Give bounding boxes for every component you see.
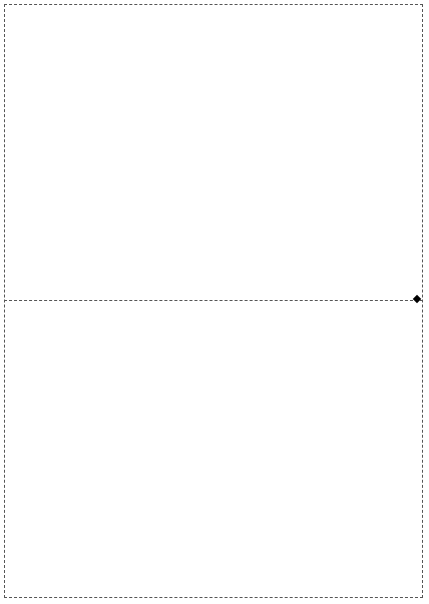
cut-line [4,300,423,301]
bottom-sheet [0,302,429,602]
top-sheet [0,0,429,300]
